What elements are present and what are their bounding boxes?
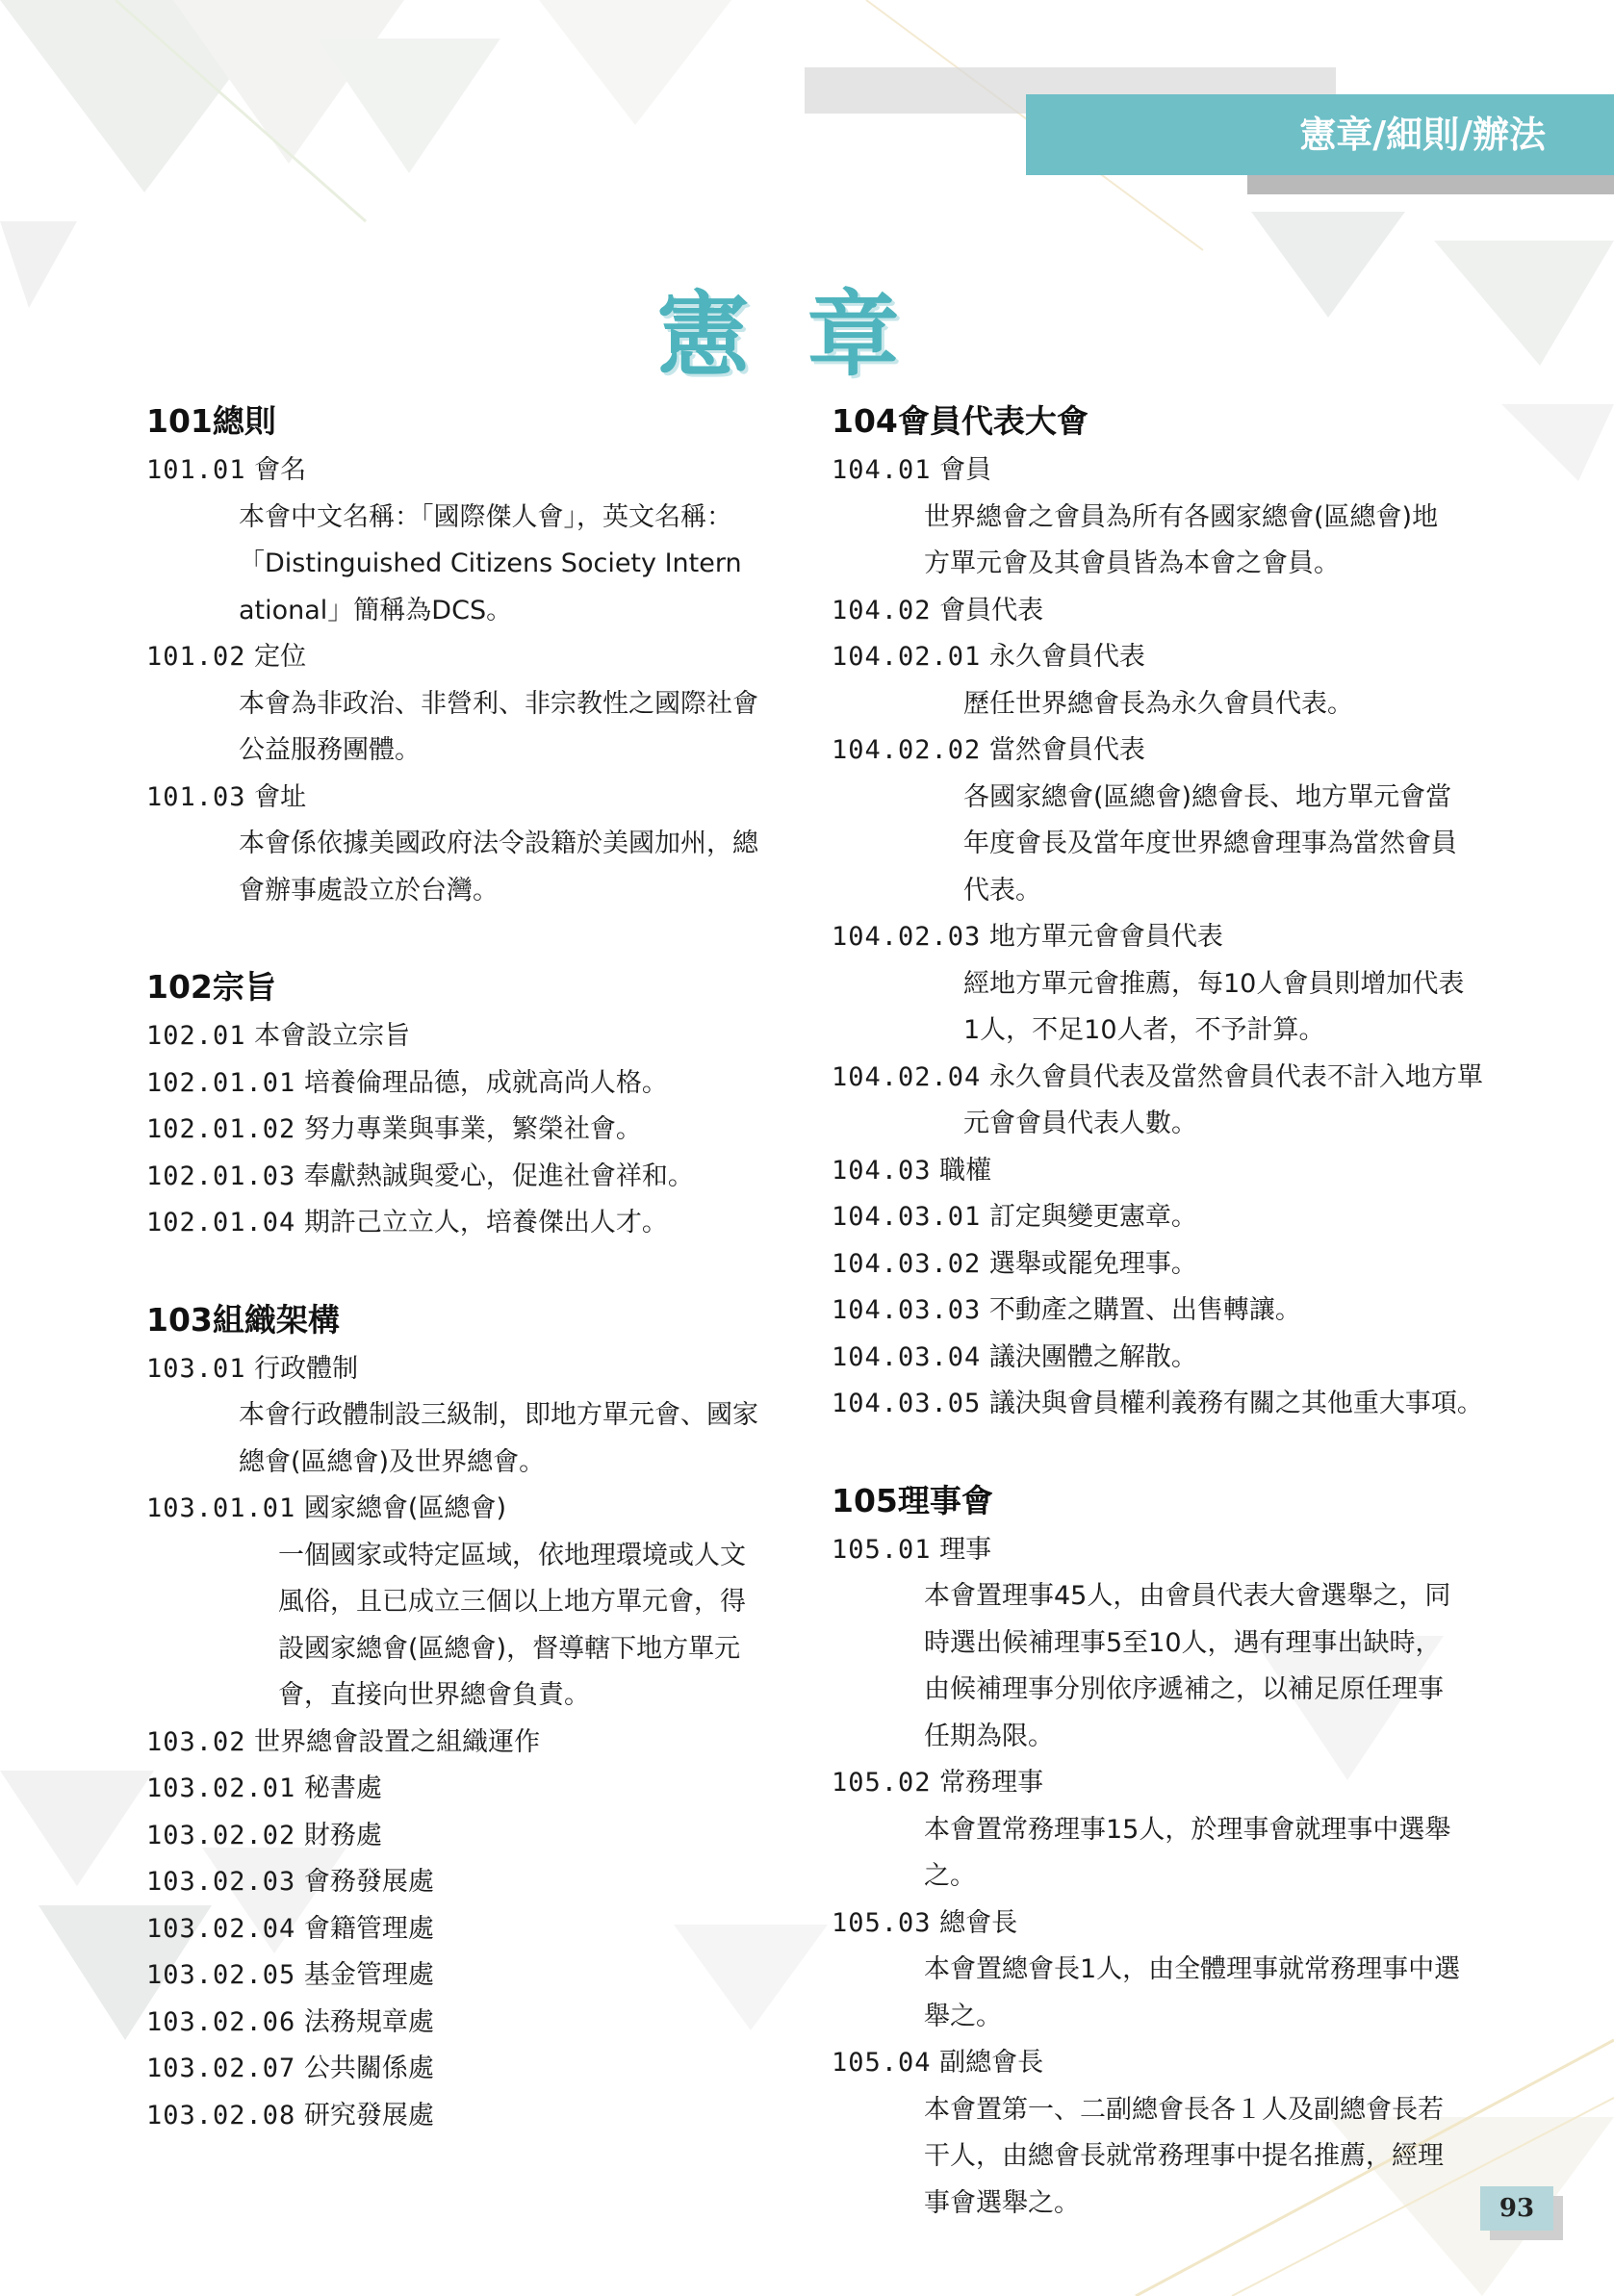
page-number: 93: [1480, 2186, 1553, 2231]
article-item: [146, 1859, 801, 1906]
article-item: [832, 634, 1486, 681]
article-body-text: ational」簡稱為DCS。: [239, 595, 513, 625]
article-title: 培養倫理品德，成就高尚人格。: [303, 1067, 668, 1098]
article-item: [146, 2093, 801, 2140]
article-number: 104.03.05: [832, 1389, 982, 1418]
article-body-text: 元會會員代表人數。: [963, 1109, 1197, 1138]
article-body-text: 任期為限。: [924, 1721, 1054, 1751]
article-number: 103.01.01: [146, 1493, 296, 1523]
article-item: [832, 447, 1486, 495]
article-item: [832, 1148, 1486, 1195]
article-body-text: 世界總會之會員為所有各國家總會(區總會)地: [924, 501, 1439, 532]
article-item: [146, 1346, 801, 1393]
article-number: 102.01.04: [146, 1208, 296, 1237]
article-title: 行政體制: [254, 1353, 359, 1384]
article-item: [832, 1194, 1486, 1241]
article-item: [146, 1906, 801, 1953]
article-number: 103.02.02: [146, 1820, 296, 1850]
article-item: [146, 2000, 801, 2047]
right-column: [832, 395, 1486, 2227]
article-body-text: 代表。: [963, 875, 1041, 906]
article-item: [832, 727, 1486, 775]
article-body-text: 本會係依據美國政府法令設籍於美國加州，總: [239, 829, 758, 858]
article-number: 104.02.01: [832, 642, 982, 672]
section-heading: 104會員代表大會: [832, 402, 1089, 440]
article-title: 國家總會(區總會): [303, 1493, 506, 1523]
article-title: 定位: [254, 642, 307, 672]
article-item: [146, 1952, 801, 2000]
article-title: 職權: [939, 1155, 992, 1186]
article-title: 副總會長: [939, 2048, 1044, 2078]
section-gap: [832, 1428, 1486, 1474]
article-item: [832, 1335, 1486, 1382]
article-title: 本會設立宗旨: [254, 1021, 411, 1051]
article-number: 104.01: [832, 455, 932, 485]
article-item: [146, 1013, 801, 1060]
article-number: 102.01.02: [146, 1114, 296, 1144]
article-number: 105.02: [832, 1768, 932, 1798]
article-body-text: 本會中文名稱：「國際傑人會」，英文名稱：: [239, 501, 732, 532]
article-item: [146, 1200, 801, 1247]
article-body-text: 本會置第一、二副總會長各１人及副總會長若: [924, 2094, 1444, 2125]
article-body-text: 本會置總會長1人，由全體理事就常務理事中選: [924, 1954, 1461, 1984]
article-number: 104.03.01: [832, 1202, 982, 1232]
article-number: 104.02.03: [832, 922, 982, 952]
article-body-text: 方單元會及其會員皆為本會之會員。: [924, 548, 1340, 578]
article-title: 秘書處: [303, 1773, 382, 1803]
article-item: [146, 1813, 801, 1860]
article-number: 103.02.01: [146, 1773, 296, 1803]
article-body-text: 本會為非政治、非營利、非宗教性之國際社會: [239, 688, 758, 719]
article-title: 永久會員代表及當然會員代表不計入地方單: [988, 1061, 1483, 1092]
article-number: 104.02.02: [832, 735, 982, 765]
article-body-text: 時選出候補理事5至10人，遇有理事出缺時，: [924, 1627, 1442, 1658]
article-title: 會籍管理處: [303, 1913, 434, 1944]
article-title: 努力專業與事業，繁榮社會。: [303, 1114, 642, 1144]
article-title: 常務理事: [939, 1768, 1044, 1798]
article-title: 會員代表: [939, 595, 1044, 625]
article-title: 期許己立立人，培養傑出人才。: [303, 1208, 668, 1237]
article-title: 選舉或罷免理事。: [988, 1248, 1197, 1279]
article-body-text: 各國家總會(區總會)總會長、地方單元會當: [963, 781, 1452, 812]
article-title: 訂定與變更憲章。: [988, 1202, 1197, 1232]
article-item: [832, 2040, 1486, 2087]
article-number: 104.03.04: [832, 1341, 982, 1372]
article-number: 105.04: [832, 2048, 932, 2078]
article-item: [832, 914, 1486, 961]
article-title: 會址: [254, 781, 307, 812]
section-heading: 102宗旨: [146, 968, 276, 1006]
article-number: 104.02: [832, 595, 932, 625]
section-heading: 105理事會: [832, 1481, 993, 1519]
article-number: 104.03.02: [832, 1248, 982, 1279]
article-item: [832, 1760, 1486, 1807]
article-body-text: 事會選舉之。: [924, 2187, 1080, 2218]
article-title: 財務處: [303, 1820, 382, 1850]
article-title: 當然會員代表: [988, 735, 1145, 765]
article-item: [146, 775, 801, 822]
article-number: 104.02.04: [832, 1061, 982, 1092]
article-body-text: 本會置理事45人，由會員代表大會選舉之，同: [924, 1581, 1451, 1611]
article-title: 理事: [939, 1534, 992, 1565]
article-number: 102.01.01: [146, 1067, 296, 1098]
article-title: 永久會員代表: [988, 642, 1145, 672]
article-number: 103.02.04: [146, 1913, 296, 1944]
article-item: [832, 1527, 1486, 1574]
article-body-text: 總會(區總會)及世界總會。: [239, 1446, 546, 1477]
article-item: [146, 1060, 801, 1108]
header-title: 憲章/細則/辦法: [1299, 114, 1546, 156]
article-body-text: 歷任世界總會長為永久會員代表。: [963, 688, 1353, 719]
article-item: [146, 634, 801, 681]
article-body-text: 由候補理事分別依序遞補之，以補足原任理事: [924, 1674, 1444, 1704]
article-item: [832, 588, 1486, 635]
article-item: [832, 1241, 1486, 1288]
article-number: 103.02: [146, 1726, 246, 1757]
article-body-text: 舉之。: [924, 2001, 1002, 2031]
article-title: 基金管理處: [303, 1960, 434, 1990]
article-item: [146, 1766, 801, 1813]
article-body-text: 會辦事處設立於台灣。: [239, 875, 499, 906]
article-number: 103.02.08: [146, 2100, 296, 2130]
article-title: 法務規章處: [303, 2006, 434, 2037]
article-body-text: 一個國家或特定區域，依地理環境或人文: [278, 1540, 746, 1570]
article-number: 101.02: [146, 642, 246, 672]
left-column: [146, 395, 801, 2139]
article-item: [146, 1486, 801, 1533]
article-number: 104.03.03: [832, 1295, 982, 1325]
article-number: 105.03: [832, 1907, 932, 1938]
section-gap: [146, 914, 801, 960]
article-number: 103.02.07: [146, 2054, 296, 2083]
article-body-text: 風俗，且已成立三個以上地方單元會，得: [278, 1587, 746, 1617]
article-number: 101.01: [146, 455, 246, 485]
article-title: 會員: [939, 455, 992, 485]
article-title: 不動產之購置、出售轉讓。: [988, 1295, 1301, 1325]
article-title: 地方單元會會員代表: [988, 922, 1223, 952]
article-item: [146, 2046, 801, 2093]
article-number: 103.01: [146, 1353, 246, 1384]
article-body-text: 本會置常務理事15人，於理事會就理事中選舉: [924, 1814, 1451, 1845]
article-title: 公共關係處: [303, 2054, 434, 2083]
article-body-text: 之。: [924, 1861, 976, 1891]
article-body-text: 年度會長及當年度世界總會理事為當然會員: [963, 829, 1457, 858]
article-item: [832, 1288, 1486, 1335]
article-item: [146, 1107, 801, 1154]
article-number: 104.03: [832, 1155, 932, 1186]
article-title: 議決與會員權利義務有關之其他重大事項。: [988, 1389, 1483, 1418]
article-title: 會務發展處: [303, 1867, 434, 1897]
article-body-text: 公益服務團體。: [239, 735, 421, 765]
article-title: 研究發展處: [303, 2100, 434, 2130]
article-title: 總會長: [939, 1907, 1018, 1938]
article-number: 101.03: [146, 781, 246, 812]
article-body-text: 本會行政體制設三級制，即地方單元會、國家: [239, 1400, 758, 1430]
article-title: 世界總會設置之組織運作: [254, 1726, 541, 1757]
article-body-text: 設國家總會(區總會)，督導轄下地方單元: [278, 1633, 741, 1664]
article-item: [146, 1720, 801, 1767]
article-title: 議決團體之解散。: [988, 1341, 1197, 1372]
article-number: 105.01: [832, 1534, 932, 1565]
article-body-text: 1人，不足10人者，不予計算。: [963, 1015, 1325, 1045]
article-number: 103.02.05: [146, 1960, 296, 1990]
article-item: [832, 1381, 1486, 1428]
article-number: 102.01.03: [146, 1161, 296, 1191]
section-heading: 103組織架構: [146, 1300, 340, 1339]
article-number: 102.01: [146, 1021, 246, 1051]
page-title: 憲章: [656, 281, 958, 389]
article-item: [146, 1154, 801, 1201]
section-heading: 101總則: [146, 402, 276, 440]
article-body-text: 會，直接向世界總會負責。: [278, 1680, 590, 1710]
article-body-text: 「Distinguished Citizens Society Intern: [239, 548, 742, 578]
section-gap: [146, 1247, 801, 1293]
article-number: 103.02.03: [146, 1867, 296, 1897]
article-number: 103.02.06: [146, 2006, 296, 2037]
article-item: [832, 1901, 1486, 1948]
article-body-text: 經地方單元會推薦，每10人會員則增加代表: [963, 968, 1465, 999]
article-body-text: 干人，由總會長就常務理事中提名推薦，經理: [924, 2141, 1444, 2171]
article-item: [832, 1055, 1486, 1102]
article-title: 奉獻熱誠與愛心，促進社會祥和。: [303, 1161, 694, 1191]
article-item: [146, 447, 801, 495]
article-title: 會名: [254, 455, 307, 485]
